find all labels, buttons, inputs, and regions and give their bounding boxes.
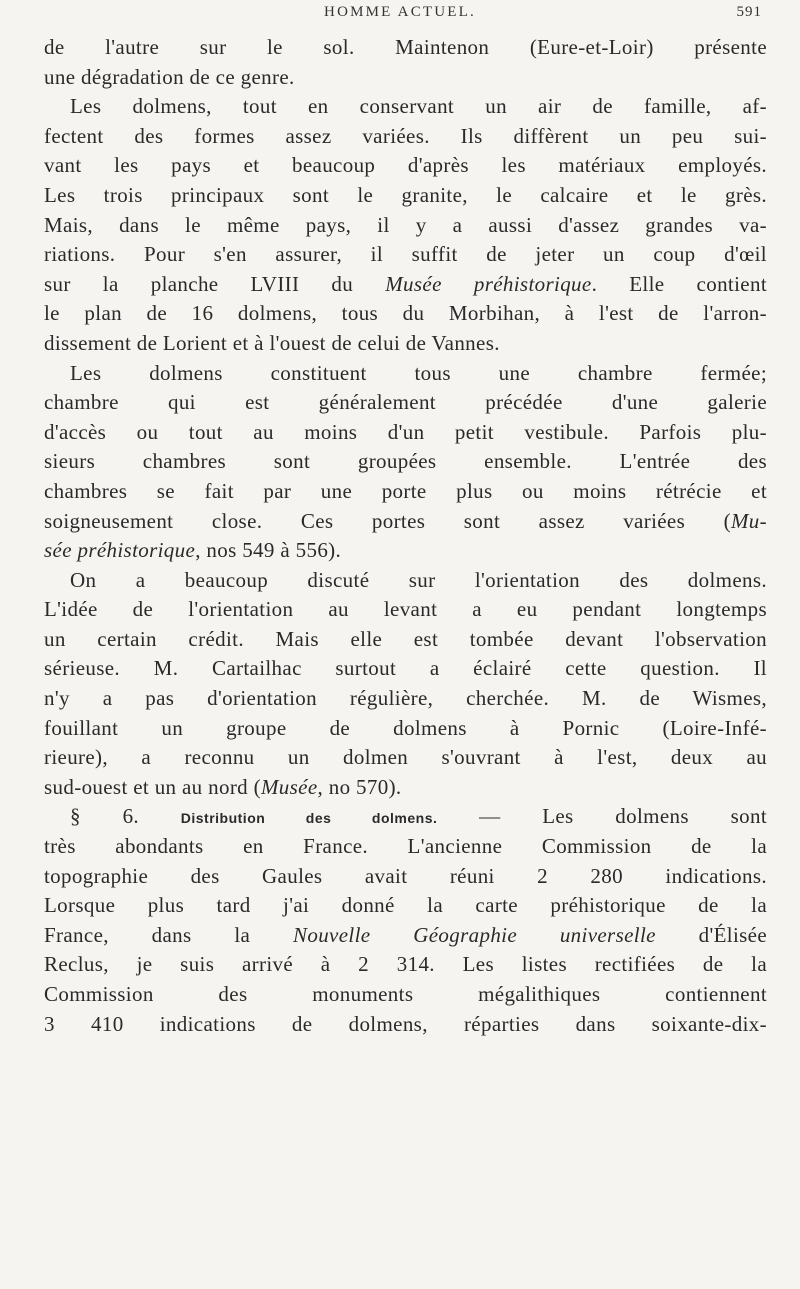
text-run: sud-ouest et un au nord ( [44, 774, 261, 799]
text-run: Les dolmens constituent tous une chambre fermée; [70, 360, 767, 385]
text-line [44, 566, 767, 596]
text-line [44, 240, 767, 270]
text-line [44, 862, 767, 892]
text-line [44, 802, 767, 832]
text-line [44, 536, 767, 566]
italic-run: Musée préhistorique [385, 271, 592, 296]
text-run: L'idée de l'orientation au levant a eu pendant longtemps [44, 597, 767, 622]
text-run: riations. Pour s'en assurer, il suffit de jeter un coup d'œil [44, 242, 767, 267]
text-run: de l'autre sur le sol. Maintenon (Eure-et-Loir) présente [44, 35, 767, 59]
text-run: France, dans la [44, 922, 293, 947]
italic-run: sée préhistorique [44, 538, 196, 563]
text-line [44, 33, 767, 63]
text-run: dissement de Lorient et à l'ouest de celui de Vannes. [44, 330, 500, 355]
section-title: Distribution des dolmens. [180, 810, 438, 827]
text-run: Mais, dans le même pays, il y a aussi d'assez grandes va- [44, 212, 767, 237]
text-line [44, 891, 767, 921]
text-run: sur la planche LVIII du [44, 271, 386, 296]
text-line [44, 418, 767, 448]
text-run: une dégradation de ce genre. [44, 64, 295, 89]
text-run: Commission des monuments mégalithiques contiennent [44, 982, 767, 1006]
text-run: On a beaucoup discuté sur l'orientation des dolmens. [70, 567, 767, 592]
text-run: fectent des formes assez variées. Ils diffèrent un peu sui- [44, 123, 767, 148]
text-run: Reclus, je suis arrivé à 2 314. Les listes rectifiées de la [44, 952, 767, 977]
page-number: 591 [736, 4, 762, 20]
text-run: soigneusement close. Ces portes sont assez variées ( [44, 508, 731, 533]
text-run: sérieuse. M. Cartailhac surtout a éclairé cette question. Il [44, 656, 767, 681]
text-line [44, 507, 767, 537]
text-run: vant les pays et beaucoup d'après les matériaux employés. [44, 153, 767, 178]
text-line [44, 921, 767, 951]
text-line [44, 359, 767, 389]
text-line [44, 832, 767, 862]
text-run: chambres se fait par une porte plus ou moins rétrécie et [44, 478, 767, 503]
text-line [44, 151, 767, 181]
italic-run: Musée [260, 774, 318, 799]
text-line [44, 63, 767, 93]
text-run: d'Élisée [655, 922, 768, 947]
body-text [44, 33, 767, 1039]
text-line [44, 270, 767, 300]
text-run: n'y a pas d'orientation régulière, cherchée. M. de Wismes, [44, 686, 767, 711]
text-line [44, 1010, 767, 1040]
text-line [44, 447, 767, 477]
text-line [44, 625, 767, 655]
text-run: d'accès ou tout au moins d'un petit vestibule. Parfois plu- [44, 419, 767, 444]
page-header [0, 2, 800, 28]
text-line [44, 92, 767, 122]
text-run: , no 570). [317, 774, 402, 799]
text-run: — Les dolmens sont [437, 804, 768, 829]
text-line [44, 329, 767, 359]
text-run: très abondants en France. L'ancienne Commission de la [44, 834, 767, 859]
text-line [44, 654, 767, 684]
text-run: Lorsque plus tard j'ai donné la carte préhistorique de la [44, 893, 767, 918]
text-line [44, 595, 767, 625]
text-run: , nos 549 à 556). [195, 538, 342, 563]
text-run: fouillant un groupe de dolmens à Pornic (Loire-Infé- [44, 715, 767, 740]
text-line [44, 773, 767, 803]
text-run: rieure), a reconnu un dolmen s'ouvrant à l'est, deux au [44, 745, 767, 770]
text-line [44, 122, 767, 152]
text-line [44, 388, 767, 418]
text-run: Les dolmens, tout en conservant un air de famille, af- [70, 94, 767, 119]
text-run: § 6. [70, 804, 181, 829]
text-line [44, 299, 767, 329]
text-run: . Elle contient [591, 271, 768, 296]
running-title: HOMME ACTUEL. [324, 4, 476, 20]
text-line [44, 477, 767, 507]
text-line [44, 211, 767, 241]
text-run: Les trois principaux sont le granite, le calcaire et le grès. [44, 182, 767, 207]
text-line [44, 950, 767, 980]
text-run: un certain crédit. Mais elle est tombée devant l'observation [44, 626, 767, 651]
text-run: le plan de 16 dolmens, tous du Morbihan, à l'est de l'arron- [44, 301, 767, 326]
text-line [44, 980, 767, 1010]
text-run: topographie des Gaules avait réuni 2 280 indications. [44, 863, 767, 888]
italic-run: Nouvelle Géographie universelle [292, 922, 656, 947]
text-run: 3 410 indications de dolmens, réparties dans soixante-dix- [44, 1011, 767, 1036]
text-line [44, 181, 767, 211]
text-line [44, 684, 767, 714]
text-line [44, 743, 767, 773]
text-line [44, 714, 767, 744]
italic-run: Mu- [730, 508, 767, 533]
text-run: sieurs chambres sont groupées ensemble. L'entrée des [44, 449, 767, 474]
text-run: chambre qui est généralement précédée d'une galerie [44, 390, 767, 415]
